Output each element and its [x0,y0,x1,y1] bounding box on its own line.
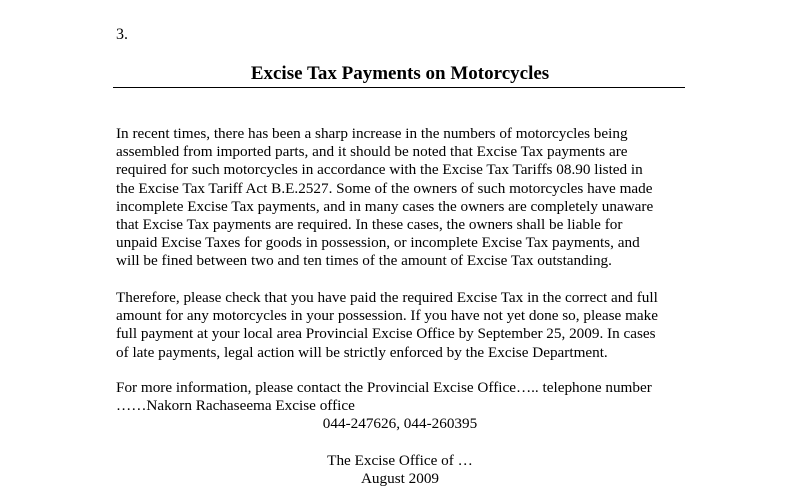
paragraph-line: full payment at your local area Provincial Excise Office by September 25, 2009. In cases [116,325,656,343]
paragraph-line: will be fined between two and ten times of the amount of Excise Tax outstanding. [116,252,612,270]
paragraph-line: of late payments, legal action will be strictly enforced by the Excise Department. [116,343,608,361]
phone-numbers: 044-247626, 044-260395 [322,415,478,432]
paragraph-request [116,289,688,362]
paragraph-intro [116,125,688,271]
signature-date: August 2009 [360,470,440,487]
paragraph-line: Therefore, please check that you have paid the required Excise Tax in the correct and full [116,289,658,306]
paragraph-line: For more information, please contact the Provincial Excise Office….. telephone number [116,379,652,396]
paragraph-line: In recent times, there has been a sharp increase in the numbers of motorcycles being [116,125,628,142]
paragraph-line: amount for any motorcycles in your possession. If you have not yet done so, please make [116,307,658,325]
document-title: Excise Tax Payments on Motorcycles [250,63,550,84]
paragraph-line: ……Nakorn Rachaseema Excise office [116,397,355,415]
signature-office: The Excise Office of … [327,452,473,469]
paragraph-line: unpaid Excise Taxes for goods in possession, or incomplete Excise Tax payments, and [116,234,640,252]
paragraph-contact [116,379,688,415]
paragraph-line: assembled from imported parts, and it should be noted that Excise Tax payments are [116,143,628,161]
paragraph-line: that Excise Tax payments are required. In these cases, the owners shall be liable for [116,216,623,234]
paragraph-line: incomplete Excise Tax payments, and in many cases the owners are completely unaware [116,197,654,215]
paragraph-line: the Excise Tax Tariff Act B.E.2527. Some of the owners of such motorcycles have made [116,179,653,197]
page-number: 3. [116,26,128,43]
title-underline [113,87,685,88]
paragraph-line: required for such motorcycles in accordance with the Excise Tax Tariffs 08.90 listed in [116,161,643,179]
